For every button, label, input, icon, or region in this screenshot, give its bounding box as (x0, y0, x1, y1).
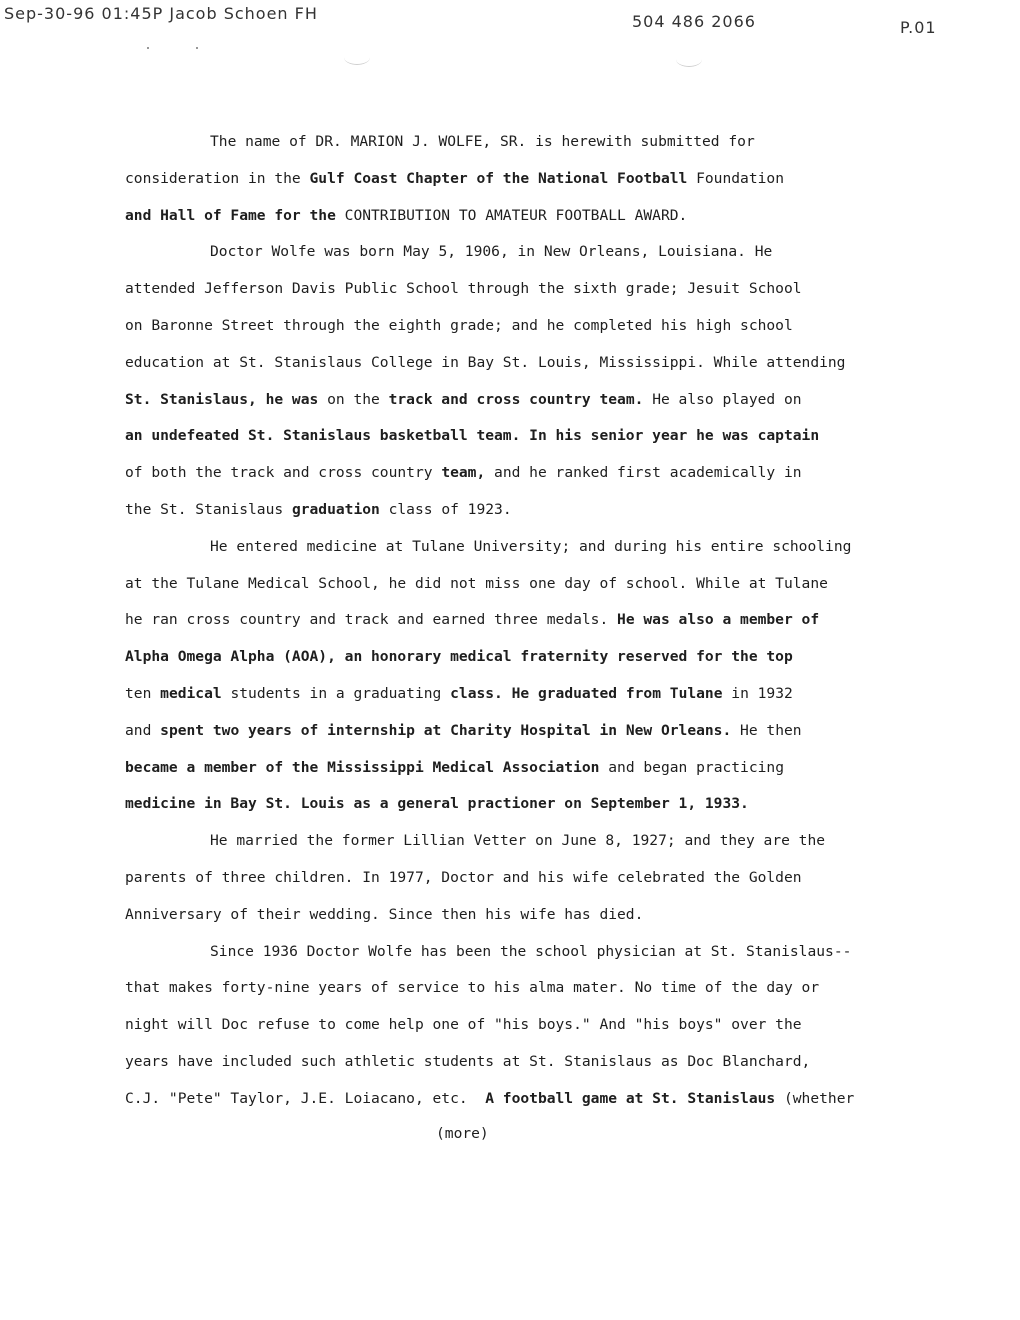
bold-text-segment: medicine in Bay St. Louis as a general practioner on September 1, 1933. (125, 795, 749, 813)
text-line (125, 418, 915, 455)
text-line (125, 602, 915, 639)
text-segment: He entered medicine at Tulane University; and during his entire schooling (210, 537, 852, 555)
bold-text-segment: and Hall of Fame for the (125, 206, 336, 224)
text-segment: education at St. Stanislaus College in Bay St. Louis, Mississippi. While attending (125, 353, 846, 371)
text-line (125, 234, 915, 271)
text-line (125, 529, 915, 566)
text-segment: he ran cross country and track and earned three medals. (125, 611, 618, 629)
text-line (125, 639, 915, 676)
text-line (125, 786, 915, 823)
text-segment: (whether (775, 1089, 855, 1107)
text-segment: He then (731, 721, 802, 739)
text-line (125, 897, 915, 934)
text-segment: students in a graduating (221, 684, 451, 702)
text-line (125, 161, 915, 198)
scan-speck (147, 47, 149, 49)
bold-text-segment: spent two years of internship at Charity Hospital in New Orleans. (160, 721, 732, 739)
fax-phone-number: 504 486 2066 (632, 12, 756, 31)
bold-text-segment: an undefeated St. Stanislaus basketball team. In his senior year he was captain (125, 427, 820, 445)
text-line (125, 1081, 915, 1118)
text-line (125, 823, 915, 860)
bold-text-segment: team, (441, 464, 486, 482)
text-segment: night will Doc refuse to come help one of "his boys." And "his boys" over the (125, 1016, 802, 1034)
text-segment: on the (318, 390, 389, 408)
fax-page-number: P.01 (900, 18, 937, 37)
text-segment: and began practicing (599, 758, 784, 776)
text-line (125, 676, 915, 713)
text-segment: Anniversary of their wedding. Since then his wife has died. (125, 905, 644, 923)
text-line (125, 271, 915, 308)
text-segment: Since 1936 Doctor Wolfe has been the school physician at St. Stanislaus-- (210, 942, 852, 960)
continued-marker: (more) (436, 1125, 489, 1142)
text-line (125, 492, 915, 529)
text-segment: class of 1923. (379, 500, 512, 518)
text-line (125, 198, 915, 235)
bold-text-segment: Gulf Coast Chapter of the National Football (309, 169, 688, 187)
text-segment: The name of DR. MARION J. WOLFE, SR. is herewith submitted for (210, 133, 755, 150)
text-line (125, 566, 915, 603)
text-segment: CONTRIBUTION TO AMATEUR FOOTBALL AWARD. (335, 206, 688, 224)
bold-text-segment: became a member of the Mississippi Medical Association (125, 758, 600, 776)
text-segment: the St. Stanislaus (125, 500, 292, 518)
text-segment: He married the former Lillian Vetter on June 8, 1927; and they are the (210, 832, 826, 850)
text-line (125, 860, 915, 897)
bold-text-segment: graduation (291, 500, 380, 518)
text-segment: C.J. "Pete" Taylor, J.E. Loiacano, etc. (125, 1089, 486, 1107)
text-segment: ten (125, 684, 161, 702)
text-line (125, 1007, 915, 1044)
text-segment: He also played on (643, 390, 802, 408)
scan-smudge (344, 50, 370, 65)
text-line (125, 308, 915, 345)
text-segment: on Baronne Street through the eighth grade; and he completed his high school (125, 316, 793, 334)
bold-text-segment: St. Stanislaus, he was (125, 390, 319, 408)
text-line (125, 382, 915, 419)
text-segment: that makes forty-nine years of service to his alma mater. No time of the day or (125, 979, 820, 997)
scan-speck (196, 47, 198, 49)
bold-text-segment: track and cross country team. (388, 390, 644, 408)
text-line (125, 934, 915, 971)
text-segment: in 1932 (722, 684, 793, 702)
text-line (125, 713, 915, 750)
text-line (125, 345, 915, 382)
text-segment: Doctor Wolfe was born May 5, 1906, in New Orleans, Louisiana. He (210, 243, 773, 261)
text-line (125, 124, 915, 161)
letter-body (125, 124, 915, 1118)
text-line (125, 1044, 915, 1081)
fax-sender-timestamp: Sep-30-96 01:45P Jacob Schoen FH (4, 4, 318, 23)
text-line (125, 455, 915, 492)
text-segment: and (125, 721, 161, 739)
text-line (125, 750, 915, 787)
text-segment: of both the track and cross country (125, 464, 442, 482)
fax-header (0, 0, 1020, 40)
text-segment: years have included such athletic students at St. Stanislaus as Doc Blanchard, (125, 1052, 811, 1070)
text-line (125, 970, 915, 1007)
bold-text-segment: medical (160, 684, 222, 702)
text-segment: parents of three children. In 1977, Doctor and his wife celebrated the Golden (125, 868, 802, 886)
text-segment: and he ranked first academically in (485, 464, 802, 482)
text-segment: at the Tulane Medical School, he did not miss one day of school. While at Tulane (125, 574, 828, 592)
bold-text-segment: He was also a member of (617, 611, 820, 629)
text-segment: consideration in the (125, 169, 310, 187)
text-segment: attended Jefferson Davis Public School through the sixth grade; Jesuit School (125, 280, 802, 298)
bold-text-segment: Alpha Omega Alpha (AOA), an honorary medical fraternity reserved for the top (125, 648, 793, 666)
bold-text-segment: A football game at St. Stanislaus (485, 1089, 776, 1107)
scan-smudge (676, 52, 702, 67)
bold-text-segment: class. He graduated from Tulane (450, 684, 723, 702)
text-segment: Foundation (687, 169, 784, 187)
